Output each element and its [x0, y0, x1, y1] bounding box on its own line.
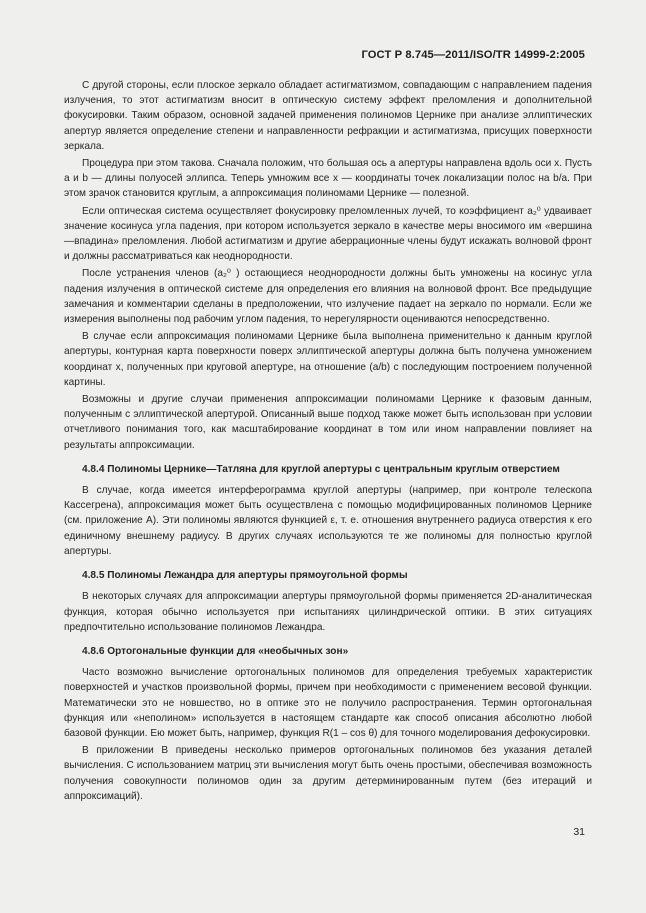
paragraph: С другой стороны, если плоское зеркало обладает астигматизмом, совпадающим с направлением падения излучения, то этот астигматизм вносит в оптическую систему эффект преломления и дополнительной фокусировки. Таким образом, основной задачей применения полиномов Цернике при анализе эллиптических апертур является определение степени и направленности рефракции и астигматизма, присущих поверхности зеркала.	[64, 80, 592, 152]
paragraph: Часто возможно вычисление ортогональных полиномов для определения требуемых характеристик поверхностей и участков произвольной формы, причем при необходимости с применением весовой функции. Математически это не новшество, но в оптике это не получило распространения. Термин ортогональная функция или «неполином» используется в настоящем стандарте как способ описания абсолютно любой базовой функции. Ею может быть, например, функция R(1 – cos θ) для точного моделирования дефокусировки.	[64, 667, 592, 739]
page-number: 31	[573, 826, 585, 838]
paragraph: Если оптическая система осуществляет фокусировку преломленных лучей, то коэффициент a₂⁰ удваивает значение косинуса угла падения, при котором используется зеркало в качестве меры вносимого им «вершина—впадина» преломления. Любой астигматизм и другие аберрационные члены будут искажать волновой фронт и должны рассматриваться как неоднородности.	[64, 205, 592, 263]
section-heading-4-8-4: 4.8.4 Полиномы Цернике—Татляна для круглой апертуры с центральным круглым отверстием	[82, 463, 560, 475]
paragraph: Возможны и другие случаи применения аппроксимации полиномами Цернике к фазовым данным, полученным с эллиптической апертурой. Описанный выше подход также может быть использован при условии отчетливого понимания того, как масштабирование координат в том или ином направлении повлияет на результаты аппроксимации.	[64, 394, 592, 451]
page-body	[64, 78, 592, 804]
section-heading-4-8-6: 4.8.6 Ортогональные функции для «необычных зон»	[82, 645, 349, 657]
paragraph: В случае если аппроксимация полиномами Цернике была выполнена применительно к данным круглой апертуры, контурная карта поверхности поверх эллиптической апертуры должна быть получена умножением координат x, полученных при круговой апертуре, на отношение (a/b) с последующим построением полученной картины.	[64, 331, 592, 388]
document-header: ГОСТ Р 8.745—2011/ISO/TR 14999-2:2005	[361, 49, 585, 61]
paragraph: Процедура при этом такова. Сначала положим, что большая ось a апертуры направлена вдоль оси x. Пусть a и b — длины полуосей эллипса. Теперь умножим все x — координаты точек локализации полос на b/a. При этом зрачок становится круглым, а аппроксимация полиномами Цернике — полезной.	[64, 158, 592, 200]
paragraph: После устранения членов (a₂⁰ ) остающиеся неоднородности должны быть умножены на косинус угла падения излучения в оптической системе для определения его влияния на волновой фронт. Все предыдущие замечания и комментарии сделаны в предположении, что излучение падает на зеркало по нормали. Если же измерения выполнены под рабочим углом падения, то нерегулярности оцениваются непосредственно.	[64, 268, 592, 326]
section-heading-4-8-5: 4.8.5 Полиномы Лежандра для апертуры прямоугольной формы	[82, 570, 408, 582]
paragraph: В случае, когда имеется интерферограмма круглой апертуры (например, при контроле телескопа Кассегрена), аппроксимация может быть осуществлена с помощью модифицированных полиномов Цернике (см. приложение А). Эти полиномы являются функцией ε, т. е. отношения внутреннего радиуса отверстия к его единичному внешнему радиусу. В других случаях используются те же полиномы для полностью круглой апертуры.	[64, 485, 592, 557]
paragraph: В некоторых случаях для аппроксимации апертуры прямоугольной формы применяется 2D-аналитическая функция, которая обычно используется при испытаниях цилиндрической оптики. В этих ситуациях предпочтительно использование полиномов Лежандра.	[64, 591, 592, 633]
paragraph: В приложении В приведены несколько примеров ортогональных полиномов без указания деталей вычисления. С использованием матриц эти вычисления могут быть очень простыми, обеспечивая возможность получения совокупности полиномов один за другим детерминированным путем (без итераций и аппроксимаций).	[64, 745, 592, 802]
